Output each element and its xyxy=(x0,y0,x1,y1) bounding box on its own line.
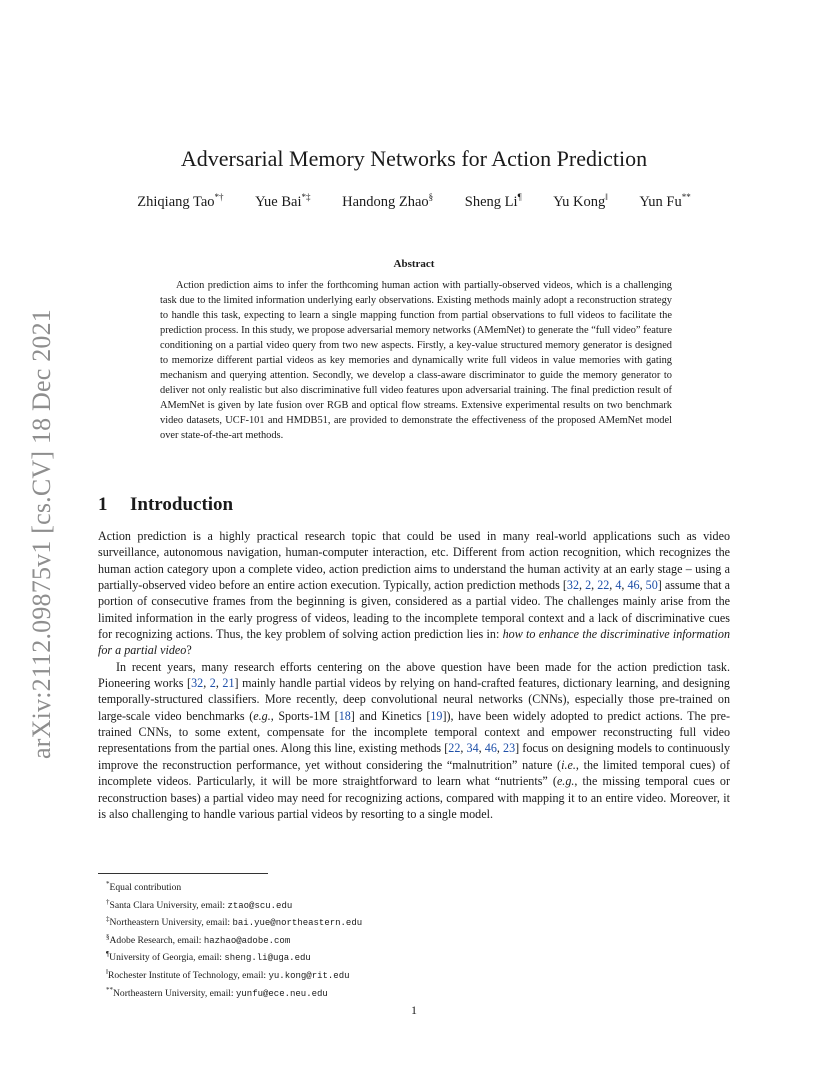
paragraph: Action prediction is a highly practical research topic that could be used in many real-world applications such as video surveillance, autonomous navigation, human-computer interaction, etc. Different from action recognition, which recognizes the human action category upon a complete video, action prediction aims to understand the human activity at an early stage – using a partially-observed video before an entire action execution. Typically, action prediction methods [32, 2, 22, 4, 46, 50] assume that a portion of consecutive frames from the beginning is given, considered as a partial video. The challenges mainly arise from the limited information in the early progress of videos, leading to the incomplete temporal context and a lack of discriminative cues for recognizing actions. Thus, the key problem of solving action prediction lies in: how to enhance the discriminative information for a partial video? xyxy=(98,529,731,658)
paragraph: In recent years, many research efforts centering on the above question have been made for the action prediction task. Pioneering works [32, 2, 21] mainly handle partial videos by relying on hand-crafted features, dictionary learning, and designing temporally-structured classifiers. More recently, deep convolutional neural networks (CNNs), especially those pre-trained on large-scale video benchmarks (e.g., Sports-1M [18] and Kinetics [19]), have been widely adopted to predict actions. The pre-trained CNNs, to some extent, compensate for the incomplete temporal context and empower reconstructing full video representations from the partial ones. Along this line, existing methods [22, 34, 46, 23] focus on designing models to continuously improve the reconstruction performance, yet without considering the “malnutrition” nature (i.e., the limited temporal cues) of incomplete videos. Particularly, it will be more straightforward to learn what “nutrients” (e.g., the missing temporal cues or reconstruction bases) a partial video may need for recognizing actions, compared with mapping it to an entire video. Moreover, it is also challenging to handle various partial videos by resorting to a single model. xyxy=(98,659,731,821)
citation-link[interactable]: 2 xyxy=(585,578,592,593)
citation-link[interactable]: 46 xyxy=(627,578,640,593)
citation-link[interactable]: 46 xyxy=(484,741,497,756)
footnote-mark: ** xyxy=(106,985,113,994)
footnote-text: Santa Clara University, email: xyxy=(109,899,228,911)
footnote-email: yu.kong@rit.edu xyxy=(268,971,350,982)
footnote-mark: ‡ xyxy=(106,915,110,924)
author-name: Zhiqiang Tao xyxy=(137,193,215,210)
footnotes xyxy=(106,878,362,1001)
author-affiliation-mark: ** xyxy=(681,192,691,202)
footnote xyxy=(106,966,362,984)
text-run: ] assume that a portion of consecutive frames from the beginning is given, considered as a partial video. The challenges mainly arise from the limited information in the early progress of videos, leading to the incomplete temporal context and a lack of discriminative cues for recognizing actions. Thus, the key problem of solving action prediction lies in: xyxy=(98,578,731,642)
emphasis-text: how to enhance the discriminative information for a partial video xyxy=(98,627,730,658)
author-name: Yue Bai xyxy=(255,193,302,210)
footnote-mark: ¶ xyxy=(106,950,110,959)
section-heading xyxy=(98,494,233,516)
emphasis-text: e.g. xyxy=(253,708,271,723)
footnote-text: Northeastern University, email: xyxy=(113,987,236,999)
author xyxy=(553,192,608,211)
citation-link[interactable]: 21 xyxy=(222,676,235,691)
author xyxy=(137,192,223,211)
footnote-text: Equal contribution xyxy=(109,882,182,894)
text-run: , Sports-1M [ xyxy=(270,708,339,723)
citation-link[interactable]: 18 xyxy=(338,708,351,723)
text-run: In recent years, many research efforts centering on the above question have been made for the action prediction task. Pioneering works [ xyxy=(98,659,730,691)
footnote-text: Rochester Institute of Technology, email: xyxy=(107,970,269,982)
citation-link[interactable]: 34 xyxy=(466,741,479,756)
footnote-text: Northeastern University, email: xyxy=(109,917,233,929)
footnote-email: ztao@scu.edu xyxy=(227,900,293,911)
citation-link[interactable]: 2 xyxy=(209,676,216,691)
citation-link[interactable]: 4 xyxy=(615,578,622,593)
footnote-mark: * xyxy=(106,880,110,888)
section-number: 1 xyxy=(98,494,108,515)
footnote xyxy=(106,948,362,966)
section-title: Introduction xyxy=(130,494,234,515)
footnote xyxy=(106,984,362,1002)
citation-link[interactable]: 22 xyxy=(448,741,461,756)
author-name: Sheng Li xyxy=(464,193,518,210)
author xyxy=(342,192,433,211)
author-affiliation-mark: *† xyxy=(214,192,224,202)
citation-link[interactable]: 32 xyxy=(191,676,204,691)
footnote xyxy=(106,878,362,896)
text-run: ] mainly handle partial videos by relying on hand-crafted features, dictionary learning, and designing temporally-structured classifiers. More recently, deep convolutional neural networks (CNNs), especially those pre-trained on large-scale video benchmarks ( xyxy=(98,676,730,723)
emphasis-text: e.g. xyxy=(556,774,575,789)
text-run: ? xyxy=(186,643,192,658)
author-affiliation-mark: ¶ xyxy=(517,192,522,202)
text-run: ]), have been widely adopted to predict actions. The pre-trained CNNs, to some extent, compensate for the incomplete temporal context and empower reconstructing full video representations from the partial ones. Along this line, existing methods [ xyxy=(98,708,731,756)
citation-link[interactable]: 23 xyxy=(503,741,516,756)
author-name: Handong Zhao xyxy=(342,193,429,210)
footnote-email: sheng.li@uga.edu xyxy=(224,953,311,964)
abstract-text: Action prediction aims to infer the forthcoming human action with partially-observed videos, which is a challenging task due to the limited information underlying early observations. Existing methods mainly adopt a reconstruction strategy to handle this task, expecting to learn a single mapping function from partial observations to full videos to facilitate the prediction process. In this study, we propose adversarial memory networks (AMemNet) to generate the “full video” feature conditioning on a partial video query from two new aspects. Firstly, a key-value structured memory generator is designed to memorize different partial videos as key memories and dynamically write full videos in value memories with gating mechanism and querying attention. Secondly, we develop a class-aware discriminator to guide the memory generator to deliver not only realistic but also discriminative full video features upon adversarial training. The final prediction result of AMemNet is given by late fusion over RGB and optical flow streams. Extensive experimental results on two benchmark video datasets, UCF-101 and HMDB51, are provided to demonstrate the effectiveness of the proposed AMemNet model over state-of-the-art methods. xyxy=(160,280,672,441)
author-affiliation-mark: *‡ xyxy=(301,192,311,202)
citation-link[interactable]: 22 xyxy=(597,578,610,593)
footnote-email: hazhao@adobe.com xyxy=(203,935,291,946)
author-name: Yun Fu xyxy=(639,193,682,210)
footnote-text: University of Georgia, email: xyxy=(109,952,225,964)
text-run: , the limited temporal cues) of incomplete videos. Particularly, it will be more straightforward to learn what “nutrients” ( xyxy=(98,757,730,789)
text-run: , the missing temporal cues or reconstruction bases) a partial video may need for recognizing actions, compared with mapping it to an entire video. Moreover, it is also challenging to handle various partial videos by resorting to a single model. xyxy=(98,774,730,821)
citation-link[interactable]: 19 xyxy=(430,708,443,723)
footnote xyxy=(106,896,362,914)
emphasis-text: i.e. xyxy=(561,757,576,772)
author xyxy=(465,192,522,211)
footnote-mark: ‖ xyxy=(106,967,108,976)
page-number: 1 xyxy=(411,1003,417,1017)
text-run: ] focus on designing models to continuously improve the reconstruction performance, yet without considering the “malnutrition” nature ( xyxy=(98,741,731,772)
author xyxy=(639,192,690,211)
author xyxy=(255,192,310,211)
author-list xyxy=(0,192,828,211)
citation-link[interactable]: 50 xyxy=(645,578,658,593)
footnote-mark: † xyxy=(106,897,110,906)
author-name: Yu Kong xyxy=(553,193,606,210)
footnote xyxy=(106,913,362,931)
author-affiliation-mark: ‖ xyxy=(605,192,608,202)
arxiv-identifier-text: arXiv:2112.09875v1 [cs.CV] 18 Dec 2021 xyxy=(27,308,56,759)
paper-title: Adversarial Memory Networks for Action Prediction xyxy=(180,146,648,171)
footnote-divider xyxy=(98,873,268,874)
footnote-text: Adobe Research, email: xyxy=(109,934,204,946)
citation-link[interactable]: 32 xyxy=(566,578,579,593)
footnote-mark: § xyxy=(106,932,110,941)
arxiv-identifier-stamp xyxy=(24,285,58,765)
footnote xyxy=(106,931,362,949)
abstract-heading: Abstract xyxy=(393,258,435,270)
text-run: Action prediction is a highly practical research topic that could be used in many real-world applications such as video surveillance, autonomous navigation, human-computer interaction, etc. Different from action recognition, which recognizes the human action category upon a complete video, action prediction aims to understand the human activity at an early stage – using a partially-observed video before an entire action execution. Typically, action prediction methods [ xyxy=(98,529,730,593)
body-text xyxy=(98,528,730,822)
text-run: ] and Kinetics [ xyxy=(350,708,431,723)
footnote-email: yunfu@ece.neu.edu xyxy=(236,988,328,999)
author-affiliation-mark: § xyxy=(428,192,434,202)
footnote-email: bai.yue@northeastern.edu xyxy=(232,918,363,929)
